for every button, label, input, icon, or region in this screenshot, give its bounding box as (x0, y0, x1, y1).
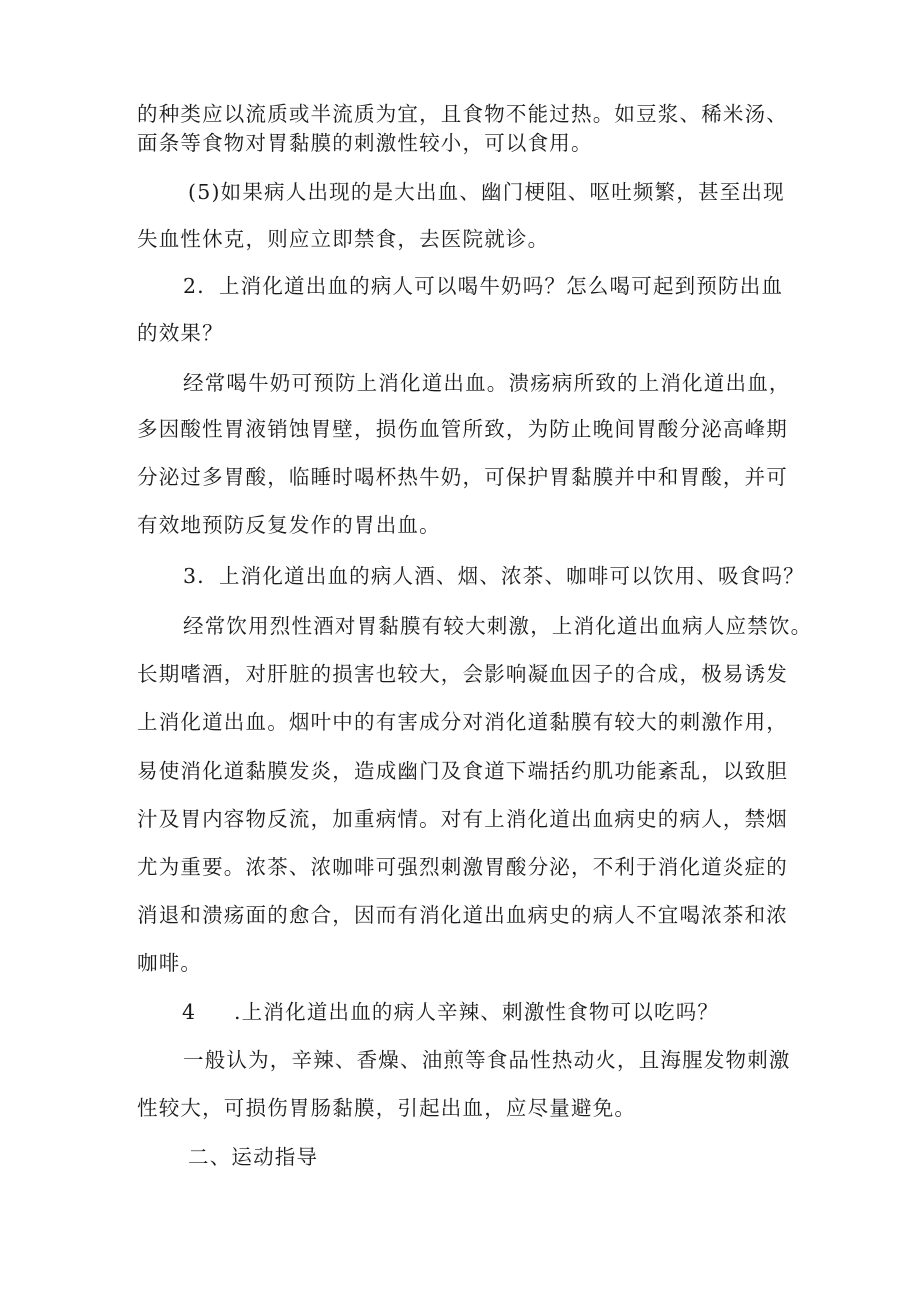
paragraph-line: 消退和溃疡面的愈合，因而有消化道出血病史的病人不宜喝浓茶和浓 (137, 903, 788, 927)
paragraph-line: 上消化道出血。烟叶中的有害成分对消化道黏膜有较大的刺激作用， (137, 710, 788, 734)
paragraph-line: 面条等食物对胃黏膜的刺激性较小，可以食用。 (137, 131, 593, 155)
paragraph-line: 咖啡。 (137, 951, 203, 975)
paragraph-line: 易使消化道黏膜发炎，造成幽门及食道下端括约肌功能紊乱，以致胆 (137, 759, 788, 783)
paragraph-line: 失血性休克，则应立即禁食，去医院就诊。 (137, 227, 550, 251)
question-heading: .上消化道出血的病人辛辣、刺激性食物可以吃吗？ (234, 1000, 720, 1024)
paragraph-line: 的种类应以流质或半流质为宜，且食物不能过热。如豆浆、稀米汤、 (137, 102, 788, 126)
question-heading: 的效果？ (137, 321, 224, 345)
paragraph-line: 一般认为，辛辣、香燥、油煎等食品性热动火，且海腥发物刺激 (183, 1048, 791, 1072)
paragraph-line: 经常饮用烈性酒对胃黏膜有较大刺激，上消化道出血病人应禁饮。 (183, 614, 813, 638)
paragraph-line: (5)如果病人出现的是大出血、幽门梗阻、呕吐频繁，甚至出现 (188, 180, 785, 204)
paragraph-line: 分泌过多胃酸，临睡时喝杯热牛奶，可保护胃黏膜并中和胃酸，并可 (137, 465, 788, 489)
section-heading: 二、运动指导 (188, 1145, 319, 1169)
question-heading: 2．上消化道出血的病人可以喝牛奶吗？怎么喝可起到预防出血 (183, 274, 784, 298)
paragraph-line: 多因酸性胃液销蚀胃壁，损伤血管所致，为防止晚间胃酸分泌高峰期 (137, 417, 788, 441)
question-number: 4 (182, 1000, 197, 1024)
question-heading: 3．上消化道出血的病人酒、烟、浓茶、咖啡可以饮用、吸食吗？ (183, 564, 805, 588)
paragraph-line: 有效地预防反复发作的胃出血。 (137, 513, 441, 537)
paragraph-line: 尤为重要。浓茶、浓咖啡可强烈刺激胃酸分泌，不利于消化道炎症的 (137, 855, 788, 879)
paragraph-line: 性较大，可损伤胃肠黏膜，引起出血，应尽量避免。 (137, 1096, 637, 1120)
paragraph-line: 汁及胃内容物反流，加重病情。对有上消化道出血病史的病人，禁烟 (137, 807, 788, 831)
paragraph-line: 经常喝牛奶可预防上消化道出血。溃疡病所致的上消化道出血， (183, 371, 791, 395)
paragraph-line: 长期嗜酒，对肝脏的损害也较大，会影响凝血因子的合成，极易诱发 (137, 662, 788, 686)
